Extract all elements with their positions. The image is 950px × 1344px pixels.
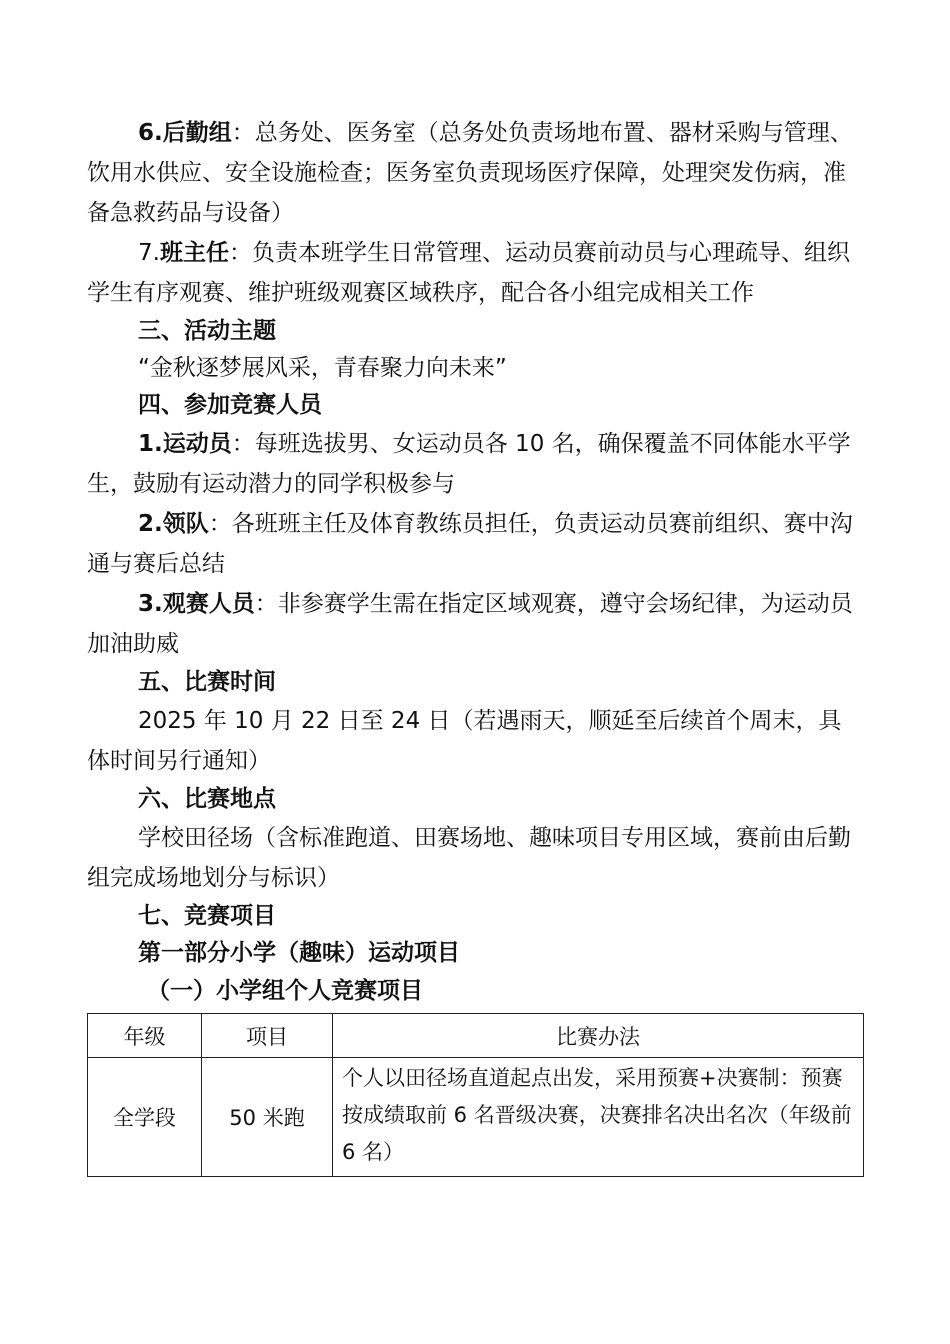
logistics-label: 6.后勤组 bbox=[138, 120, 232, 146]
paragraph-leaders bbox=[87, 504, 863, 584]
class-teacher-text: ：负责本班学生日常管理、运动员赛前动员与心理疏导、组织学生有序观赛、维护班级观赛区域秩序，配合各小组完成相关工作 bbox=[87, 240, 850, 306]
events-table-title: （一）小学组个人竞赛项目 bbox=[147, 978, 423, 1004]
heading-participants: 四、参加竞赛人员 bbox=[138, 392, 322, 418]
table-header-grade: 年级 bbox=[88, 1014, 202, 1058]
class-teacher-num: 7. bbox=[138, 240, 160, 266]
table-row bbox=[88, 1058, 864, 1177]
class-teacher-label: 班主任 bbox=[159, 240, 229, 266]
athletes-text: ：每班选拔男、女运动员各 10 名，确保覆盖不同体能水平学生，鼓励有运动潜力的同学积极参与 bbox=[87, 431, 851, 497]
paragraph-class-teacher bbox=[87, 233, 863, 313]
heading-events: 七、竞赛项目 bbox=[138, 903, 276, 929]
leaders-label: 2.领队 bbox=[138, 511, 209, 537]
paragraph-spectators bbox=[87, 584, 863, 664]
table-header-event: 项目 bbox=[202, 1014, 333, 1058]
events-part-title: 第一部分小学（趣味）运动项目 bbox=[138, 940, 460, 966]
paragraph-logistics bbox=[87, 113, 863, 233]
time-text: 2025 年 10 月 22 日至 24 日（若遇雨天，顺延至后续首个周末，具体时间另行通知） bbox=[87, 708, 842, 774]
athletes-label: 1.运动员 bbox=[138, 431, 232, 457]
leaders-text: ：各班班主任及体育教练员担任，负责运动员赛前组织、赛中沟通与赛后总结 bbox=[87, 511, 853, 577]
document-page bbox=[87, 113, 863, 1177]
events-table bbox=[87, 1013, 864, 1177]
heading-time: 五、比赛时间 bbox=[138, 669, 276, 695]
table-header-row bbox=[88, 1014, 864, 1058]
venue-text: 学校田径场（含标准跑道、田赛场地、趣味项目专用区域，赛前由后勤组完成场地划分与标识） bbox=[87, 825, 851, 891]
paragraph-athletes bbox=[87, 424, 863, 504]
cell-event: 50 米跑 bbox=[202, 1058, 333, 1177]
heading-venue: 六、比赛地点 bbox=[138, 786, 276, 812]
heading-theme: 三、活动主题 bbox=[138, 318, 276, 344]
cell-grade: 全学段 bbox=[88, 1058, 202, 1177]
table-header-method: 比赛办法 bbox=[333, 1014, 864, 1058]
spectators-label: 3.观赛人员 bbox=[138, 591, 255, 617]
logistics-text: ：总务处、医务室（总务处负责场地布置、器材采购与管理、饮用水供应、安全设施检查；医务室负责现场医疗保障，处理突发伤病，准备急救药品与设备） bbox=[87, 120, 853, 226]
cell-method: 个人以田径场直道起点出发，采用预赛+决赛制：预赛按成绩取前 6 名晋级决赛，决赛排名决出名次（年级前 6 名） bbox=[333, 1058, 864, 1177]
theme-text: “金秋逐梦展风采，青春聚力向未来” bbox=[138, 355, 507, 381]
spectators-text: ：非参赛学生需在指定区域观赛，遵守会场纪律，为运动员加油助威 bbox=[87, 591, 853, 657]
